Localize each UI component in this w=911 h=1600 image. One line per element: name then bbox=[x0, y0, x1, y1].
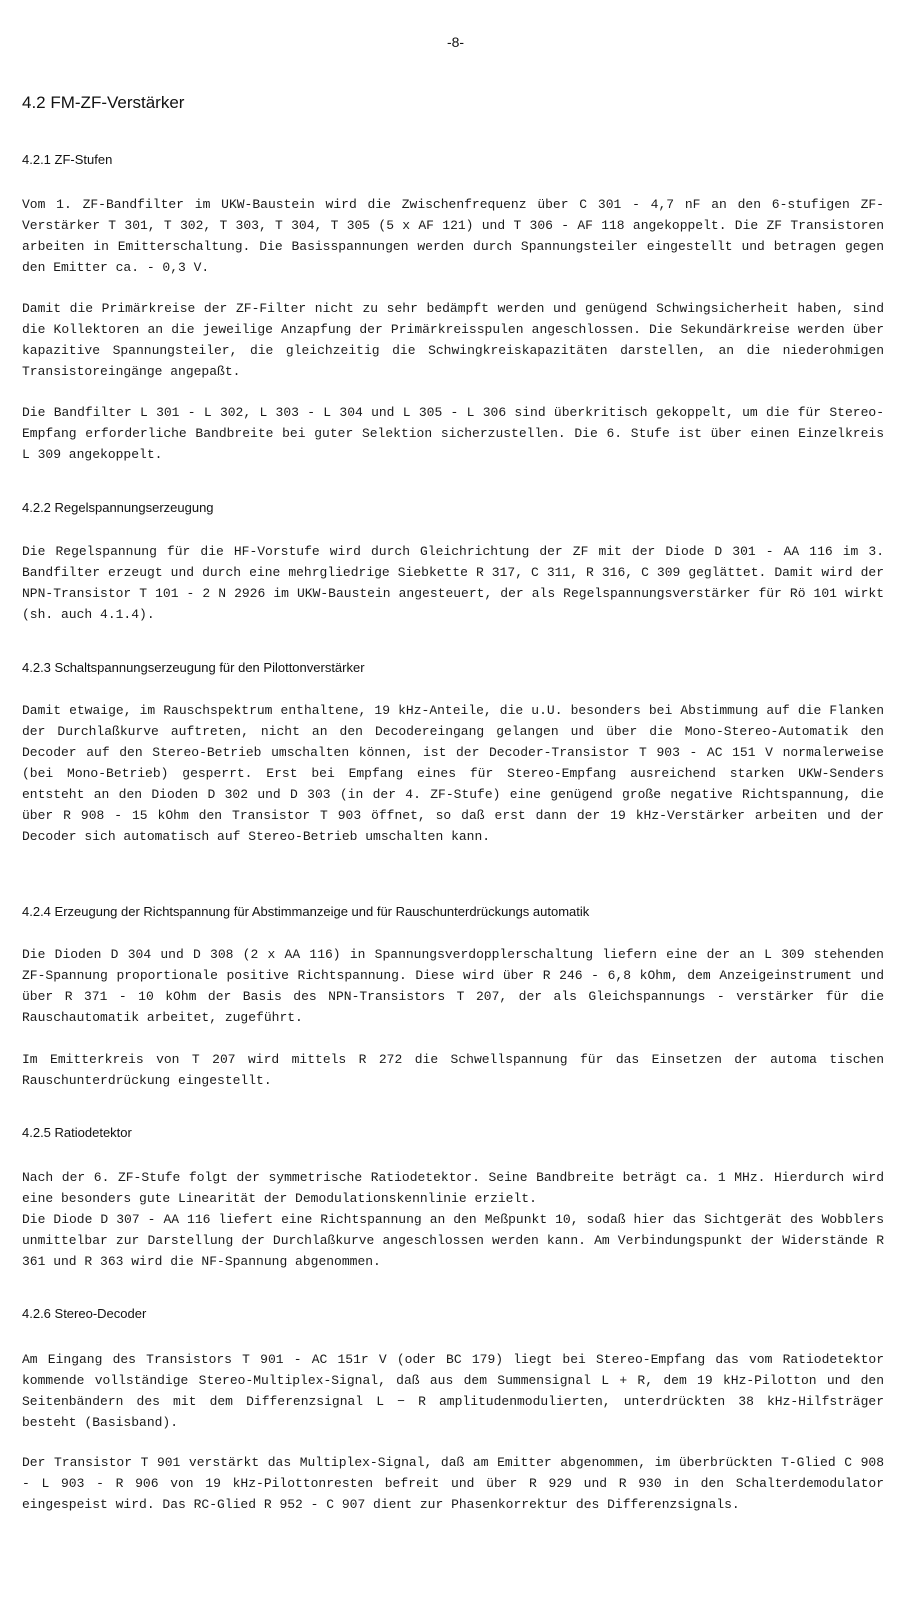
paragraph: Am Eingang des Transistors T 901 - AC 151r V (oder BC 179) liegt bei Stereo-Empfang das vom Ratiodetektor kommende vollständige Stereo-Multiplex-Signal, daß aus dem Summensignal L + R, dem 19 kHz-Pilotton und den Seitenbändern des mit dem Differenzsignal L − R amplitudenmodulierten, unterdrückten 38 kHz-Hilfsträger besteht (Basisband). bbox=[22, 1352, 884, 1430]
paragraph: Die Regelspannung für die HF-Vorstufe wird durch Gleichrichtung der ZF mit der Diode D 301 - AA 116 im 3. Bandfilter erzeugt und durch eine mehrgliedrige Siebkette R 317, C 311, R 316, C 309 geglättet. Damit wird der NPN-Transistor T 101 - 2 N 2926 im UKW-Baustein angesteuert, der als Regelspannungsverstärker für Rö 101 wirkt (sh. auch 4.1.4). bbox=[22, 544, 884, 622]
heading-4-2-2: 4.2.2 Regelspannungserzeugung bbox=[22, 500, 214, 515]
paragraph: Nach der 6. ZF-Stufe folgt der symmetrische Ratiodetektor. Seine Bandbreite beträgt ca. 1 MHz. Hierdurch wird eine besonders gute Linearität der Demodulationskennlinie erzielt. bbox=[22, 1170, 884, 1206]
heading-4-2-6: 4.2.6 Stereo-Decoder bbox=[22, 1306, 147, 1321]
paragraph: Vom 1. ZF-Bandfilter im UKW-Baustein wird die Zwischenfrequenz über C 301 - 4,7 nF an den 6-stufigen ZF-Verstärker T 301, T 302, T 303, T 304, T 305 (5 x AF 121) und T 306 - AF 118 angekoppelt. Die ZF Transistoren arbeiten in Emitterschaltung. Die Basisspannungen werden durch Spannungsteiler eingestellt und betragen gegen den Emitter ca. - 0,3 V. bbox=[22, 197, 884, 275]
section-title: 4.2 FM-ZF-Verstärker bbox=[22, 93, 185, 112]
paragraph: Die Diode D 307 - AA 116 liefert eine Richtspannung an den Meßpunkt 10, sodaß hier das Sichtgerät des Wobblers unmittelbar zur Darstellung der Durchlaßkurve angeschlossen werden kann. Am Verbindungspunkt der Widerstände R 361 und R 363 wird die NF-Spannung abgenommen. bbox=[22, 1212, 884, 1269]
paragraph: Damit die Primärkreise der ZF-Filter nicht zu sehr bedämpft werden und genügend Schwingsicherheit haben, sind die Kollektoren an die jeweilige Anzapfung der Primärkreisspulen angeschlossen. Die Sekundärkreise werden über kapazitive Spannungsteiler, die gleichzeitig die Schwingkreiskapazitäten darstellen, an die niederohmigen Transistoreingänge angepaßt. bbox=[22, 301, 884, 379]
heading-4-2-4: 4.2.4 Erzeugung der Richtspannung für Abstimmanzeige und für Rauschunterdrückungs automatik bbox=[22, 904, 590, 919]
page-number: -8- bbox=[446, 34, 465, 50]
paragraph: Der Transistor T 901 verstärkt das Multiplex-Signal, daß am Emitter abgenommen, im überbrückten T-Glied C 908 - L 903 - R 906 von 19 kHz-Pilottonresten befreit und über R 929 und R 930 in den Schalterdemodulator eingespeist wird. Das RC-Glied R 952 - C 907 dient zur Phasenkorrektur des Differenzsignals. bbox=[22, 1455, 884, 1512]
heading-4-2-5: 4.2.5 Ratiodetektor bbox=[22, 1125, 132, 1140]
paragraph: Die Bandfilter L 301 - L 302, L 303 - L 304 und L 305 - L 306 sind überkritisch gekoppelt, um die für Stereo-Empfang erforderliche Bandbreite bei guter Selektion sicherzustellen. Die 6. Stufe ist über einen Einzelkreis L 309 angekoppelt. bbox=[22, 405, 884, 462]
paragraph: Die Dioden D 304 und D 308 (2 x AA 116) in Spannungsverdopplerschaltung liefern eine der an L 309 stehenden ZF-Spannung proportionale positive Richtspannung. Diese wird über R 246 - 6,8 kOhm, dem Anzeigeinstrument und über R 371 - 10 kOhm der Basis des NPN-Transistors T 207, der als Gleichspannungs - verstärker für die Rauschautomatik arbeitet, zugeführt. bbox=[22, 947, 884, 1025]
paragraph: Damit etwaige, im Rauschspektrum enthaltene, 19 kHz-Anteile, die u.U. besonders bei Abstimmung auf die Flanken der Durchlaßkurve auftreten, nicht an den Decodereingang gelangen und über die Mono-Stereo-Automatik den Decoder auf den Stereo-Betrieb umschalten können, ist der Decoder-Transistor T 903 - AC 151 V normalerweise (bei Mono-Betrieb) gesperrt. Erst bei Empfang eines für Stereo-Empfang ausreichend starken UKW-Senders entsteht an den Dioden D 302 und D 303 (in der 4. ZF-Stufe) eine genügend große negative Richtspannung, die über R 908 - 15 kOhm den Transistor T 903 öffnet, so daß erst dann der 19 kHz-Verstärker arbeiten und der Decoder sich automatisch auf Stereo-Betrieb umschalten kann. bbox=[22, 703, 884, 844]
paragraph: Im Emitterkreis von T 207 wird mittels R 272 die Schwellspannung für das Einsetzen der automa tischen Rauschunterdrückung eingestellt. bbox=[22, 1052, 884, 1088]
heading-4-2-3: 4.2.3 Schaltspannungserzeugung für den Pilottonverstärker bbox=[22, 660, 365, 675]
heading-4-2-1: 4.2.1 ZF-Stufen bbox=[22, 152, 113, 167]
